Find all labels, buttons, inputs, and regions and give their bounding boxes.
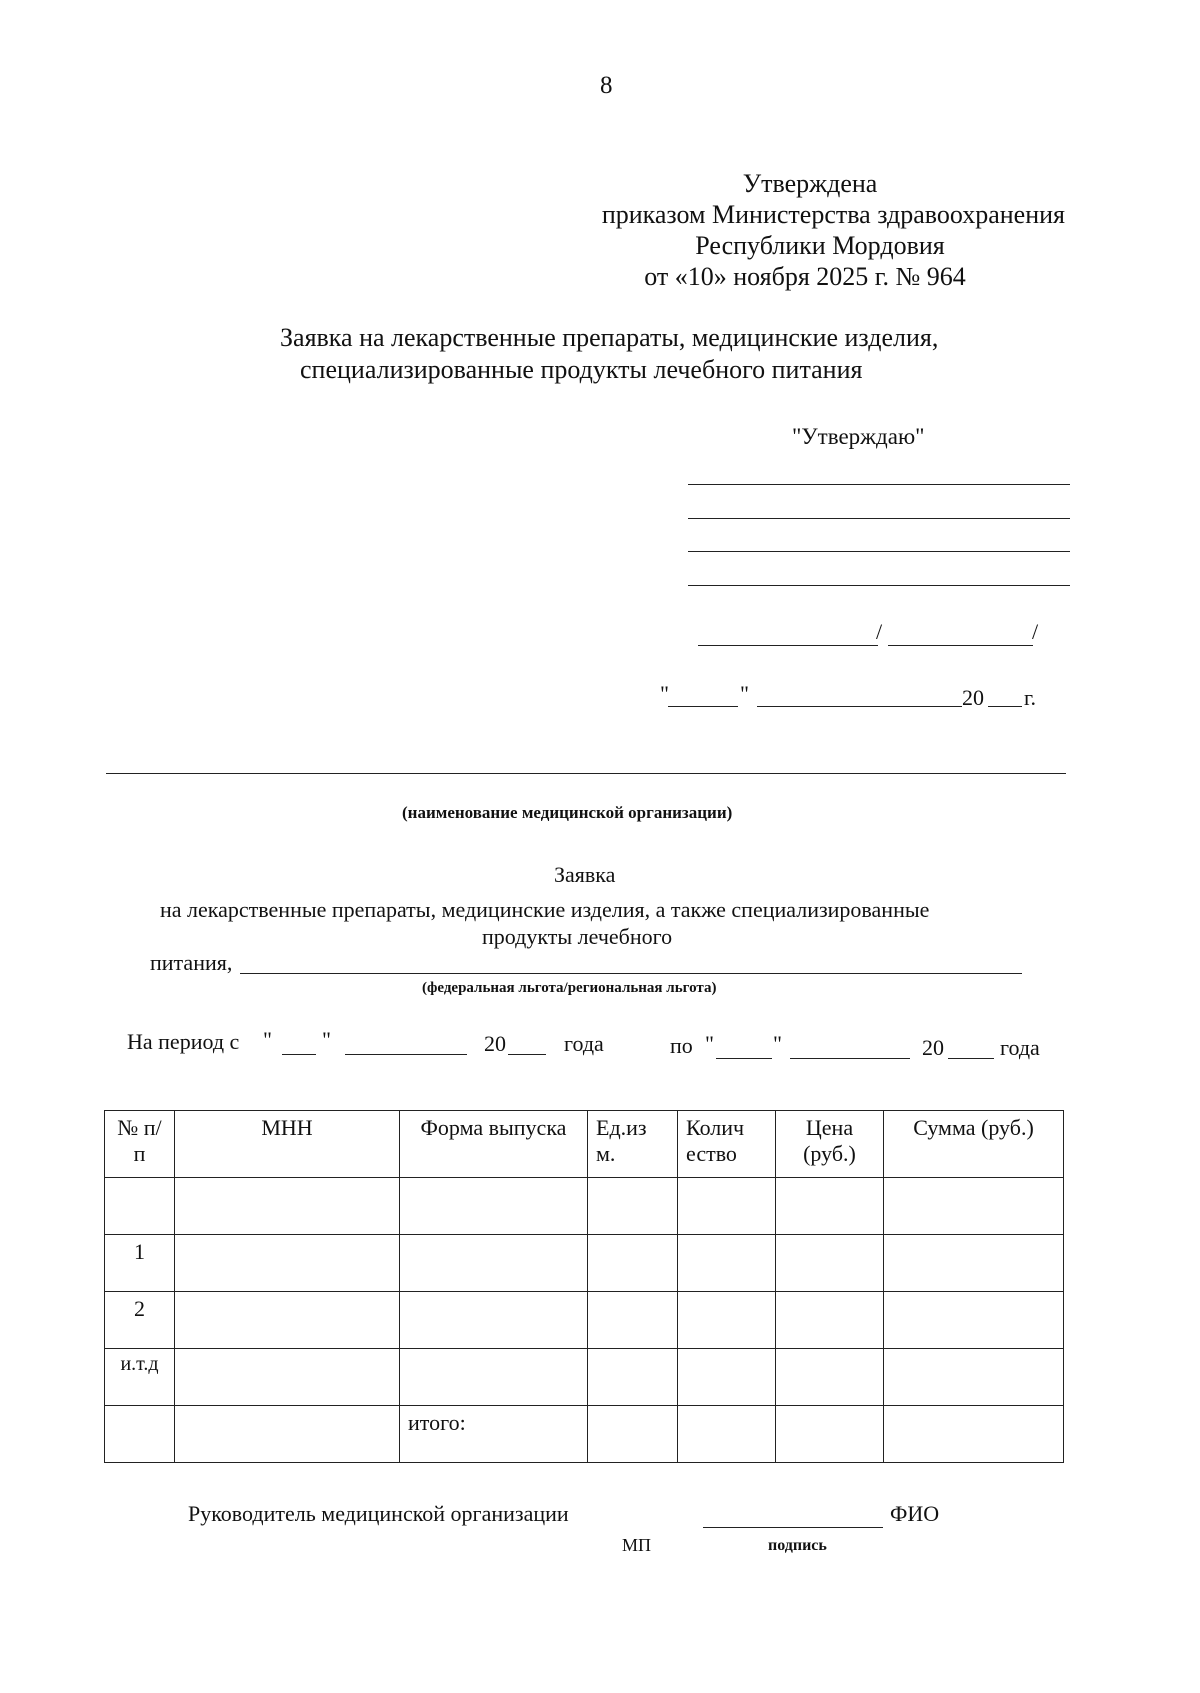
signature-blank bbox=[698, 645, 878, 646]
cell-inn bbox=[175, 1349, 400, 1406]
cell-form bbox=[400, 1178, 588, 1235]
cell-sum bbox=[884, 1349, 1064, 1406]
doc-title-line-2: специализированные продукты лечебного питания bbox=[300, 355, 863, 384]
period-from-label: На период с bbox=[127, 1029, 240, 1054]
cell-qty bbox=[678, 1292, 776, 1349]
org-caption: (наименование медицинской организации) bbox=[402, 803, 733, 822]
cell-price bbox=[776, 1349, 884, 1406]
cell-inn bbox=[175, 1292, 400, 1349]
cell-form bbox=[400, 1349, 588, 1406]
table-header-row bbox=[105, 1111, 1064, 1178]
approve-line-1 bbox=[688, 484, 1070, 485]
date-day-blank bbox=[668, 706, 738, 707]
approval-line-2: приказом Министерства здравоохранения bbox=[601, 200, 1065, 229]
cell-inn bbox=[175, 1178, 400, 1235]
request-table bbox=[104, 1110, 1064, 1463]
table-row bbox=[105, 1349, 1064, 1406]
period-to-year-word: года bbox=[1000, 1035, 1040, 1060]
period-to-quote-close: " bbox=[773, 1031, 782, 1056]
period-from-quote-close: " bbox=[322, 1027, 331, 1052]
period-to-quote-open: " bbox=[705, 1031, 714, 1056]
cell-unit bbox=[588, 1349, 678, 1406]
org-name-line bbox=[106, 773, 1066, 774]
request-line-2: продукты лечебного bbox=[482, 924, 673, 949]
approval-block bbox=[545, 168, 1065, 292]
row-number bbox=[105, 1406, 175, 1463]
cell-sum bbox=[884, 1292, 1064, 1349]
table-row bbox=[105, 1292, 1064, 1349]
cell-qty bbox=[678, 1349, 776, 1406]
approve-line-2 bbox=[688, 518, 1070, 519]
benefit-caption: (федеральная льгота/региональная льгота) bbox=[422, 980, 717, 996]
request-line-3: питания, bbox=[150, 950, 233, 975]
table-total-row bbox=[105, 1406, 1064, 1463]
period-to-label: по bbox=[670, 1033, 693, 1058]
cell-qty bbox=[678, 1235, 776, 1292]
period-from-month-blank bbox=[345, 1054, 467, 1055]
signature-caption: подпись bbox=[768, 1537, 827, 1554]
request-heading: Заявка bbox=[554, 862, 616, 887]
total-label: итого: bbox=[400, 1406, 588, 1463]
cell-unit bbox=[588, 1178, 678, 1235]
period-to-day-blank bbox=[716, 1058, 772, 1059]
signature-line bbox=[703, 1527, 883, 1528]
period-from-year-blank bbox=[508, 1054, 546, 1055]
cell-sum bbox=[884, 1406, 1064, 1463]
date-month-blank bbox=[757, 706, 962, 707]
date-year-blank bbox=[988, 706, 1022, 707]
cell-sum bbox=[884, 1235, 1064, 1292]
row-number: 2 bbox=[105, 1292, 175, 1349]
page-number: 8 bbox=[600, 72, 613, 99]
date-year-prefix: 20 bbox=[962, 685, 984, 710]
period-from-day-blank bbox=[282, 1054, 316, 1055]
cell-price bbox=[776, 1235, 884, 1292]
cell-inn bbox=[175, 1235, 400, 1292]
name-blank bbox=[888, 645, 1033, 646]
slash-1: / bbox=[876, 619, 883, 644]
cell-form bbox=[400, 1235, 588, 1292]
approve-line-3 bbox=[688, 551, 1070, 552]
cell-form bbox=[400, 1292, 588, 1349]
fio-label: ФИО bbox=[890, 1501, 940, 1526]
request-line-1: на лекарственные препараты, медицинские изделия, а также специализированные bbox=[160, 897, 930, 922]
col-sum-header: Сумма (руб.) bbox=[884, 1111, 1064, 1178]
cell-sum bbox=[884, 1178, 1064, 1235]
col-inn-header: МНН bbox=[175, 1111, 400, 1178]
approval-line-4: от «10» ноября 2025 г. № 964 bbox=[644, 262, 966, 291]
doc-title bbox=[280, 322, 938, 386]
col-form-header: Форма выпуска bbox=[400, 1111, 588, 1178]
period-from-year-word: года bbox=[564, 1031, 604, 1056]
table-row bbox=[105, 1178, 1064, 1235]
cell-price bbox=[776, 1406, 884, 1463]
col-qty-header: Колич ество bbox=[678, 1111, 776, 1178]
table-row bbox=[105, 1235, 1064, 1292]
period-to-year-blank bbox=[948, 1058, 994, 1059]
cell-unit bbox=[588, 1235, 678, 1292]
period-from-quote-open: " bbox=[263, 1027, 272, 1052]
date-quote-open: " bbox=[660, 681, 669, 706]
cell-unit bbox=[588, 1406, 678, 1463]
cell-inn bbox=[175, 1406, 400, 1463]
col-price-header: Цена (руб.) bbox=[776, 1111, 884, 1178]
mp-label: МП bbox=[622, 1535, 652, 1555]
doc-title-line-1: Заявка на лекарственные препараты, медицинские изделия, bbox=[280, 323, 939, 352]
date-year-suffix: г. bbox=[1024, 685, 1037, 710]
period-from-year-prefix: 20 bbox=[484, 1031, 506, 1056]
approval-line-1: Утверждена bbox=[742, 169, 878, 198]
row-number: и.т.д bbox=[105, 1349, 175, 1406]
row-number: 1 bbox=[105, 1235, 175, 1292]
col-unit-header: Ед.из м. bbox=[588, 1111, 678, 1178]
cell-unit bbox=[588, 1292, 678, 1349]
col-num-header: № п/п bbox=[105, 1111, 175, 1178]
cell-qty bbox=[678, 1178, 776, 1235]
head-label: Руководитель медицинской организации bbox=[188, 1501, 569, 1526]
slash-2: / bbox=[1032, 619, 1039, 644]
cell-qty bbox=[678, 1406, 776, 1463]
date-quote-close: " bbox=[740, 681, 749, 706]
row-number bbox=[105, 1178, 175, 1235]
benefit-line bbox=[240, 973, 1022, 974]
period-to-year-prefix: 20 bbox=[922, 1035, 944, 1060]
approve-label: "Утверждаю" bbox=[792, 424, 925, 449]
cell-price bbox=[776, 1292, 884, 1349]
cell-price bbox=[776, 1178, 884, 1235]
approve-line-4 bbox=[688, 585, 1070, 586]
period-to-month-blank bbox=[790, 1058, 910, 1059]
approval-line-3: Республики Мордовия bbox=[695, 231, 945, 260]
